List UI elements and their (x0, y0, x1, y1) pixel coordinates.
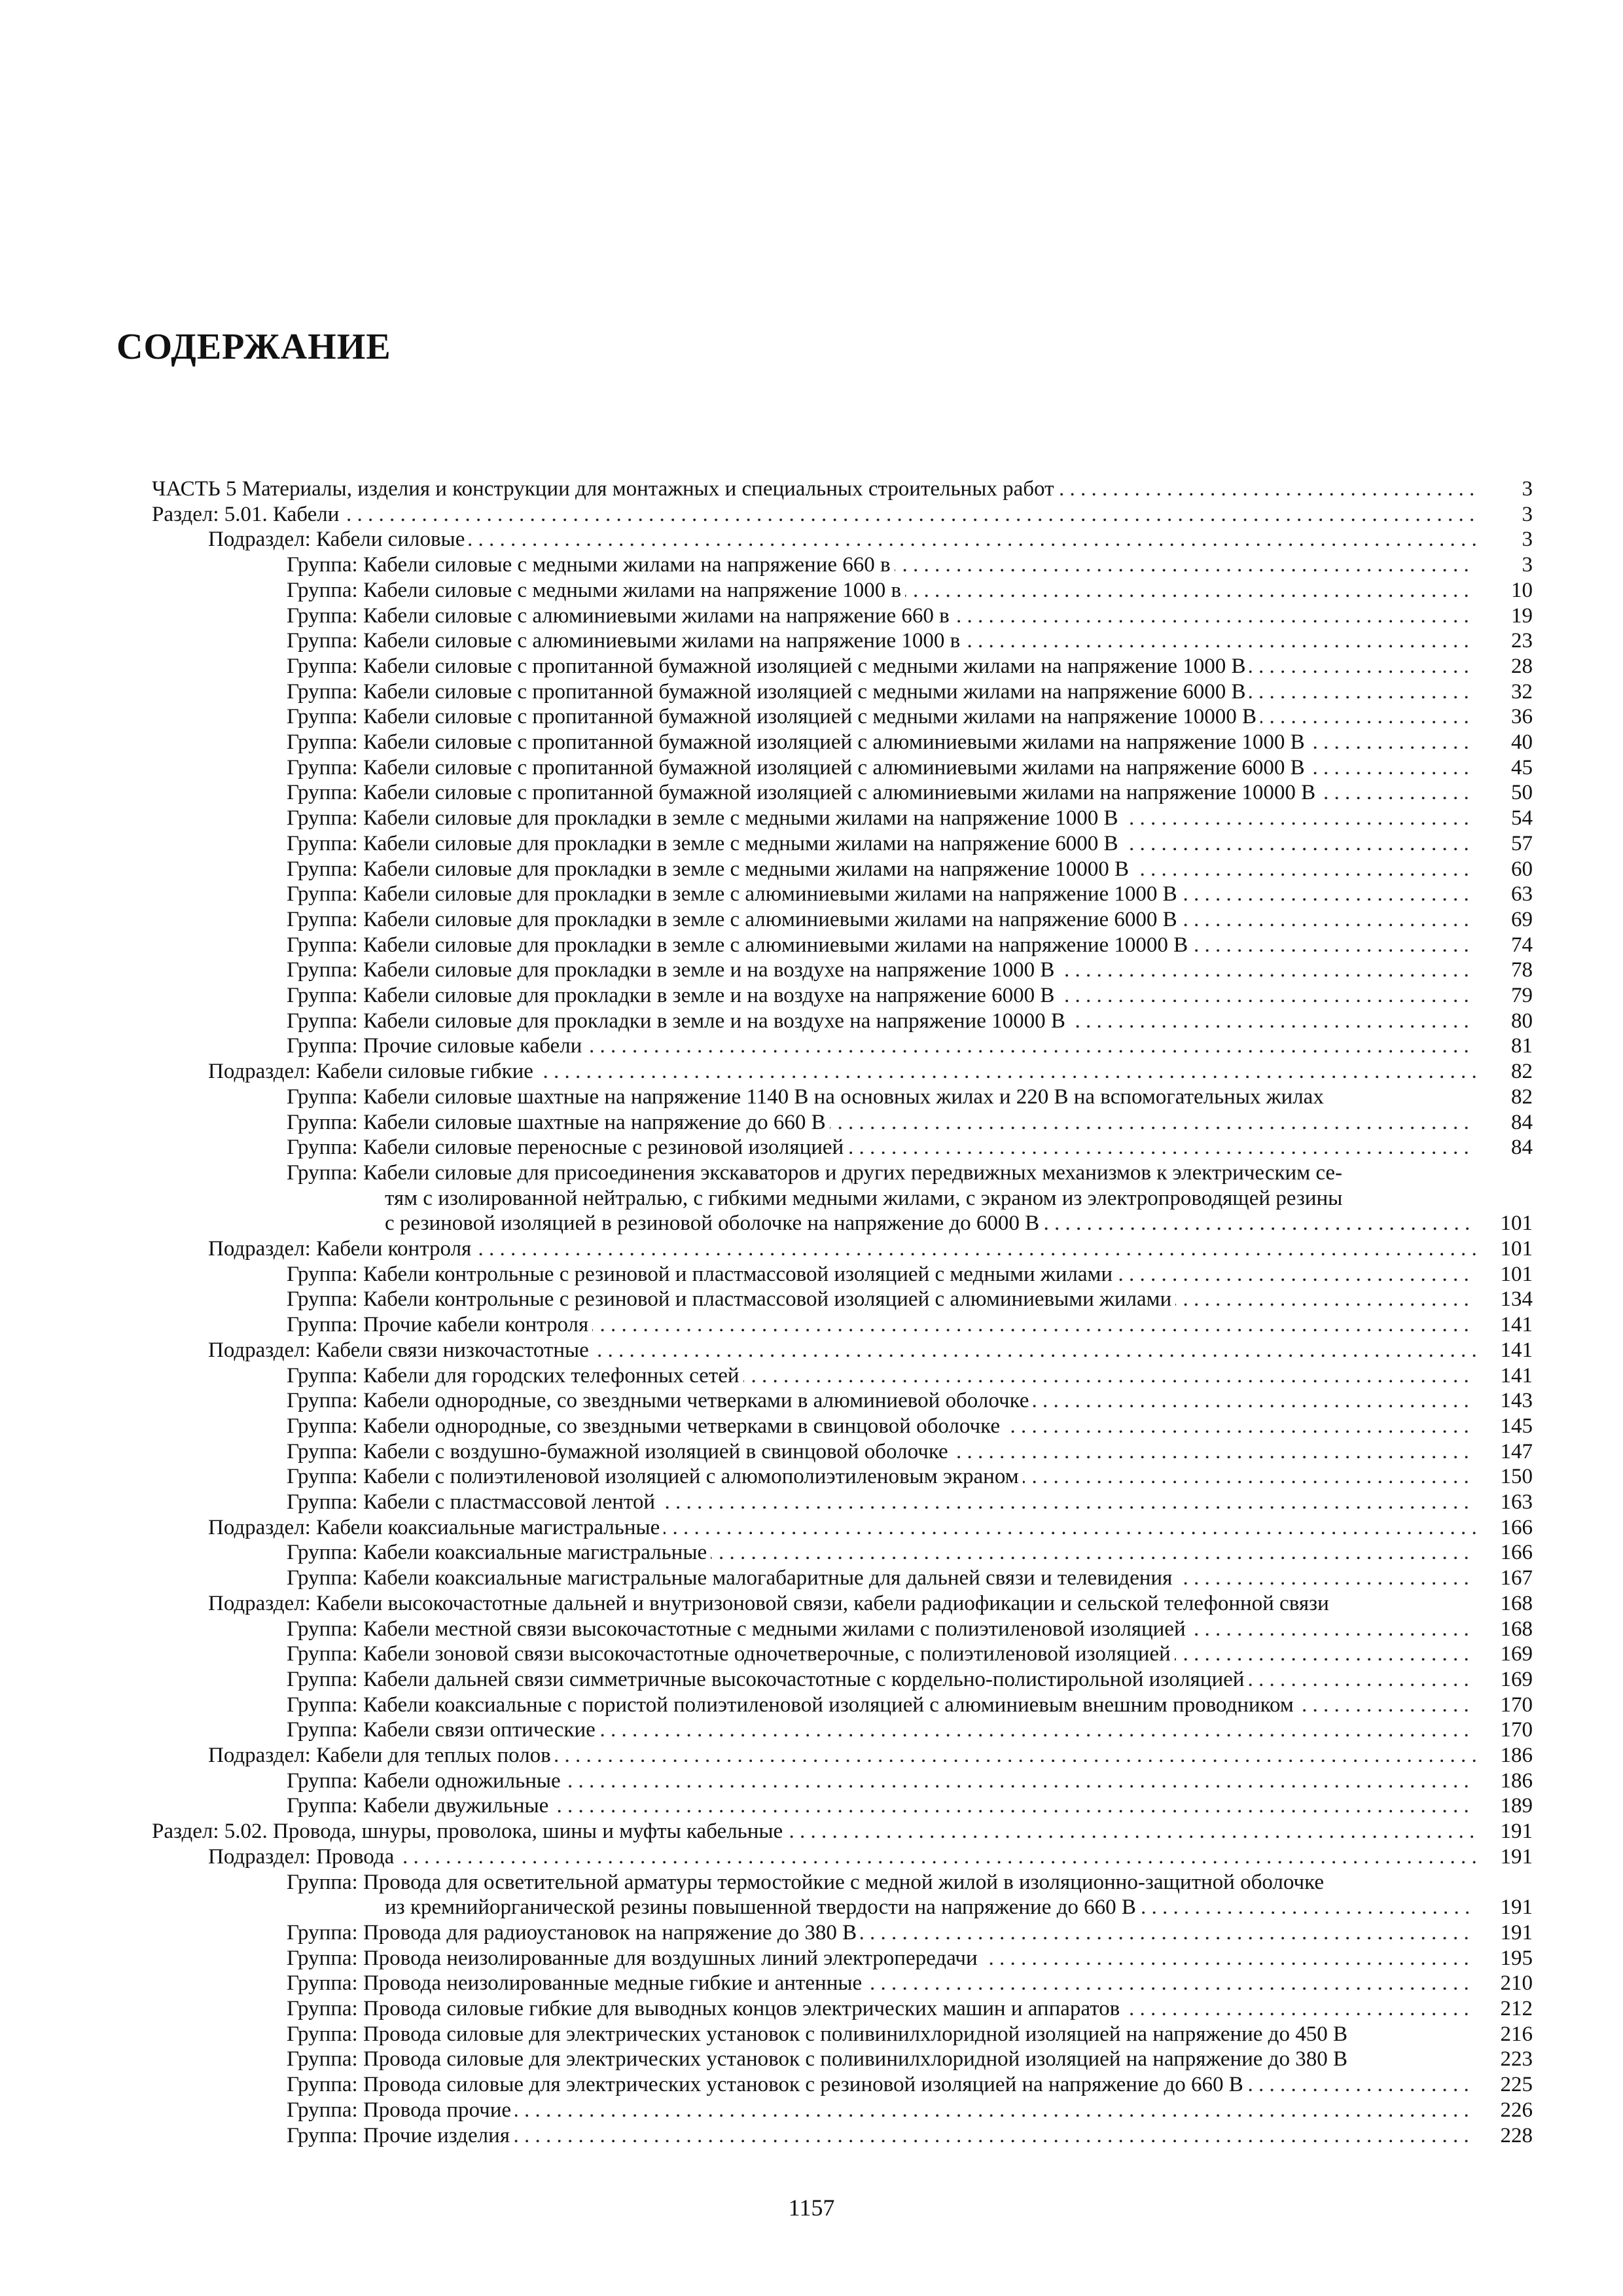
toc-entry-title: Группа: Провода неизолированные медные гибкие и антенные (287, 1971, 866, 1996)
toc-entry-title: Подраздел: Кабели силовые гибкие (208, 1059, 537, 1084)
toc-entry-title: Группа: Кабели силовые для прокладки в земле с медными жилами на напряжение 10000 В (287, 857, 1133, 882)
toc-entry-title: Группа: Кабели силовые с медными жилами на напряжение 660 в (287, 552, 895, 577)
toc-entry-title: Группа: Кабели силовые для прокладки в земле и на воздухе на напряжение 6000 В (287, 983, 1058, 1008)
toc-entry-title: Группа: Кабели силовые с пропитанной бумажной изоляцией с алюминиевыми жилами на напряжение 6000 В (287, 755, 1309, 780)
toc-page-number: 50 (1511, 781, 1533, 805)
toc-page-number: 134 (1500, 1287, 1533, 1312)
toc-entry-title: Группа: Провода силовые для электрических установок с поливинилхлоридной изоляцией на напряжение до 450 В (287, 2022, 1351, 2047)
toc-page-number: 3 (1522, 502, 1533, 526)
toc-entry-title: Группа: Кабели однородные, со звездными четверками в свинцовой оболочке (287, 1414, 1004, 1439)
toc-entry-title: Группа: Кабели коаксиальные магистральные (287, 1540, 711, 1565)
toc-entry-title: Группа: Кабели двужильные (287, 1793, 552, 1818)
toc-entry-title: Группа: Провода силовые гибкие для выводных концов электрических машин и аппаратов (287, 1996, 1124, 2021)
toc-page-number: 210 (1500, 1971, 1533, 1996)
toc-entry-title: Группа: Кабели силовые с алюминиевыми жилами на напряжение 1000 в (287, 628, 964, 653)
toc-entry-title: Группа: Кабели силовые с пропитанной бумажной изоляцией с алюминиевыми жилами на напряжение 10000 В (287, 780, 1319, 805)
toc-page-number: 82 (1511, 1060, 1533, 1084)
toc-page-number: 101 (1500, 1211, 1533, 1236)
toc-entry-title: Группа: Кабели силовые для прокладки в земле с алюминиевыми жилами на напряжение 1000 В (287, 882, 1181, 906)
toc-entry-title: Группа: Кабели дальней связи симметричные высокочастотные с кордельно-полистирольной изоляцией (287, 1667, 1248, 1692)
toc-entry-title: Группа: Провода для осветительной арматуры термостойкие с медной жилой в изоляционно-защитной оболочке (287, 1870, 1328, 1895)
toc-page-number: 225 (1500, 2073, 1533, 2097)
toc-page-number: 60 (1511, 857, 1533, 881)
toc-page-number: 101 (1500, 1262, 1533, 1286)
toc-page-number: 168 (1500, 1617, 1533, 1641)
toc-page-number: 69 (1511, 907, 1533, 931)
toc-page-number: 191 (1500, 1820, 1533, 1844)
toc-page-number: 170 (1500, 1718, 1533, 1742)
toc-page-number: 186 (1500, 1744, 1533, 1767)
dot-leader (152, 502, 1476, 527)
toc-entry-title: Подраздел: Кабели силовые (208, 527, 469, 552)
toc-entry-title: Группа: Кабели коаксиальные магистральные малогабаритные для дальней связи и телевидения (287, 1566, 1176, 1590)
toc-page-number: 143 (1500, 1389, 1533, 1413)
toc-page-number: 191 (1500, 1920, 1533, 1945)
toc-page-number: 223 (1500, 2047, 1533, 2072)
toc-entry-title: Группа: Кабели контрольные с резиновой и пластмассовой изоляцией с алюминиевыми жилами (287, 1287, 1175, 1312)
toc-page-number: 54 (1511, 806, 1533, 831)
toc-page-number: 150 (1500, 1465, 1533, 1489)
toc-page-number: 166 (1500, 1515, 1533, 1539)
toc-entry-title: Группа: Кабели однородные, со звездными четверками в алюминиевой оболочке (287, 1388, 1033, 1413)
toc-entry-title: с резиновой изоляцией в резиновой оболочке на напряжение до 6000 В (385, 1211, 1043, 1236)
toc-entry-title: Группа: Кабели контрольные с резиновой и пластмассовой изоляцией с медными жилами (287, 1262, 1116, 1287)
toc-page-number: 3 (1522, 528, 1533, 552)
toc-entry-title: Группа: Кабели силовые для присоединения экскаваторов и других передвижных механизмов к электрическим се- (287, 1160, 1346, 1185)
toc-page-number: 191 (1500, 1844, 1533, 1869)
toc-page-number: 168 (1500, 1591, 1533, 1615)
toc-entry-title: Группа: Провода для радиоустановок на напряжение до 380 В (287, 1920, 861, 1945)
toc-entry-title: Группа: Провода неизолированные для воздушных линий электропередачи (287, 1946, 982, 1971)
toc-entry-title: Группа: Кабели с полиэтиленовой изоляцией с алюмополиэтиленовым экраном (287, 1464, 1023, 1489)
toc-page-number: 79 (1511, 984, 1533, 1007)
toc-page-number: 163 (1500, 1490, 1533, 1514)
toc-entry-title: Группа: Кабели для городских телефонных сетей (287, 1363, 743, 1388)
toc-entry-title: Группа: Кабели с воздушно-бумажной изоляцией в свинцовой оболочке (287, 1439, 952, 1464)
toc-entry-title: Группа: Кабели силовые с пропитанной бумажной изоляцией с медными жилами на напряжение 6000 В (287, 679, 1249, 704)
toc-page-number: 45 (1511, 755, 1533, 780)
toc-page-number: 186 (1500, 1768, 1533, 1793)
toc-page-number: 141 (1500, 1313, 1533, 1337)
toc-entry-title: Раздел: 5.02. Провода, шнуры, проволока, шины и муфты кабельные (152, 1819, 787, 1844)
toc-page-number: 19 (1511, 603, 1533, 628)
toc-entry-title: Группа: Кабели силовые для прокладки в земле и на воздухе на напряжение 1000 В (287, 958, 1058, 982)
page-title: СОДЕРЖАНИЕ (116, 327, 391, 367)
toc-page-number: 32 (1511, 679, 1533, 704)
toc-entry-title: Группа: Кабели силовые для прокладки в земле с медными жилами на напряжение 1000 В (287, 806, 1122, 831)
toc-page-number: 169 (1500, 1667, 1533, 1691)
toc-entry-title: Группа: Кабели силовые с пропитанной бумажной изоляцией с медными жилами на напряжение 1000 В (287, 654, 1249, 679)
toc-entry-title: из кремнийорганической резины повышенной твердости на напряжение до 660 В (385, 1895, 1140, 1920)
toc-entry-title: Подраздел: Кабели связи низкочастотные (208, 1338, 593, 1363)
toc-entry-title: тям с изолированной нейтралью, с гибкими медными жилами, с экраном из электропроводящей резины (385, 1186, 1346, 1211)
toc-page-number: 195 (1500, 1946, 1533, 1970)
toc-entry-title: Группа: Кабели силовые с пропитанной бумажной изоляцией с алюминиевыми жилами на напряжение 1000 В (287, 730, 1309, 755)
dot-leader (208, 1844, 1476, 1869)
toc-entry-title: Группа: Кабели силовые для прокладки в земле с алюминиевыми жилами на напряжение 6000 В (287, 907, 1181, 932)
toc-page-number: 3 (1522, 553, 1533, 577)
toc-entry-title: Группа: Кабели силовые шахтные на напряжение до 660 В (287, 1110, 830, 1135)
toc-page-number: 63 (1511, 882, 1533, 906)
toc-entry-title: Группа: Кабели силовые для прокладки в земле с медными жилами на напряжение 6000 В (287, 831, 1122, 856)
toc-page-number: 78 (1511, 958, 1533, 982)
toc-entry-title: Группа: Провода силовые для электрических установок с поливинилхлоридной изоляцией на напряжение до 380 В (287, 2047, 1351, 2072)
toc-entry-title: Подраздел: Кабели высокочастотные дальней и внутризоновой связи, кабели радиофикации и сельской телефонной связи (208, 1591, 1333, 1616)
toc-entry-title: Подраздел: Кабели коаксиальные магистральные (208, 1515, 664, 1540)
toc-entry-title: Группа: Кабели с пластмассовой лентой (287, 1490, 659, 1515)
page-number: 1157 (788, 2195, 835, 2221)
toc-entry-title: Группа: Кабели связи оптические (287, 1717, 599, 1742)
toc-page-number: 3 (1522, 477, 1533, 501)
toc-entry-title: Группа: Кабели местной связи высокочастотные с медными жилами с полиэтиленовой изоляцией (287, 1617, 1190, 1641)
toc-entry-title: ЧАСТЬ 5 Материалы, изделия и конструкции для монтажных и специальных строительных работ (152, 476, 1058, 501)
toc-page-number: 212 (1500, 1997, 1533, 2020)
toc-entry-title: Группа: Провода прочие (287, 2098, 515, 2123)
toc-page-number: 10 (1511, 578, 1533, 602)
toc-entry-title: Группа: Провода силовые для электрических установок с резиновой изоляцией на напряжение до 660 В (287, 2072, 1247, 2097)
toc-entry-title: Подраздел: Кабели для теплых полов (208, 1743, 555, 1768)
toc-page-number: 189 (1500, 1794, 1533, 1818)
toc-entry-title: Раздел: 5.01. Кабели (152, 502, 343, 527)
toc-entry-title: Группа: Кабели силовые для прокладки в земле с алюминиевыми жилами на напряжение 10000 В (287, 933, 1192, 958)
toc-entry-title: Группа: Прочие кабели контроля (287, 1312, 592, 1337)
toc-page-number: 169 (1500, 1642, 1533, 1666)
toc-page-number: 167 (1500, 1566, 1533, 1590)
toc-page-number: 80 (1511, 1009, 1533, 1033)
toc-page-number: 82 (1511, 1085, 1533, 1109)
toc-entry-title: Подраздел: Кабели контроля (208, 1236, 475, 1261)
toc-page-number: 141 (1500, 1338, 1533, 1362)
toc-entry-title: Группа: Кабели силовые переносные с резиновой изоляцией (287, 1135, 847, 1160)
toc-page-number: 191 (1500, 1895, 1533, 1920)
toc-entry-title: Группа: Кабели силовые шахтные на напряжение 1140 В на основных жилах и 220 В на вспомогательных жилах (287, 1085, 1328, 1109)
toc-page-number: 40 (1511, 730, 1533, 754)
toc-page-number: 74 (1511, 933, 1533, 957)
toc-page-number: 23 (1511, 629, 1533, 653)
toc-page-number: 141 (1500, 1363, 1533, 1388)
toc-page-number: 81 (1511, 1034, 1533, 1058)
toc-page-number: 226 (1500, 2098, 1533, 2122)
toc-page-number: 101 (1500, 1237, 1533, 1261)
toc-page-number: 28 (1511, 654, 1533, 678)
toc-entry-title: Группа: Кабели одножильные (287, 1768, 565, 1793)
toc-page-number: 147 (1500, 1439, 1533, 1463)
toc-page-number: 84 (1511, 1136, 1533, 1160)
toc-entry-title: Группа: Прочие силовые кабели (287, 1033, 586, 1058)
toc-entry-title: Группа: Кабели силовые для прокладки в земле и на воздухе на напряжение 10000 В (287, 1009, 1069, 1033)
toc-entry-title: Группа: Прочие изделия (287, 2123, 514, 2148)
toc-page-number: 57 (1511, 831, 1533, 855)
toc-entry-title: Группа: Кабели силовые с алюминиевыми жилами на напряжение 660 в (287, 603, 954, 628)
toc-page-number: 216 (1500, 2022, 1533, 2046)
toc-page-number: 36 (1511, 705, 1533, 729)
toc-page-number: 166 (1500, 1541, 1533, 1565)
toc-entry-title: Группа: Кабели силовые с медными жилами на напряжение 1000 в (287, 578, 905, 603)
toc-page-number: 84 (1511, 1110, 1533, 1134)
toc-page-number: 228 (1500, 2123, 1533, 2147)
toc-entry-title: Группа: Кабели коаксиальные с пористой полиэтиленовой изоляцией с алюминиевым внешним проводником (287, 1693, 1298, 1717)
toc-entry-title: Подраздел: Провода (208, 1844, 398, 1869)
toc-entry-title: Группа: Кабели силовые с пропитанной бумажной изоляцией с медными жилами на напряжение 10000 В (287, 704, 1260, 729)
toc-page-number: 170 (1500, 1693, 1533, 1717)
toc-entry-title: Группа: Кабели зоновой связи высокочастотные одночетверочные, с полиэтиленовой изоляцией (287, 1641, 1175, 1666)
toc-page-number: 145 (1500, 1414, 1533, 1438)
